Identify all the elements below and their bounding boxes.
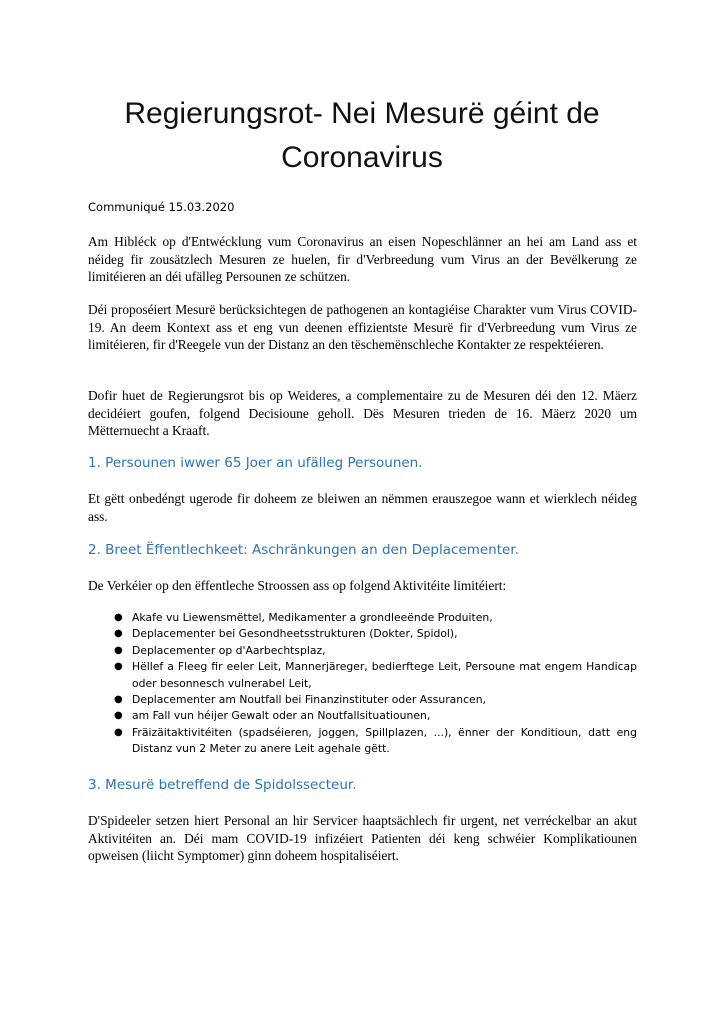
activity-bullet-list xyxy=(114,610,637,758)
bullet-icon: ● xyxy=(114,694,123,706)
list-item-text: am Fall vun héijer Gewalt oder an Noutfallsituatiounen, xyxy=(132,709,431,723)
bullet-icon: ● xyxy=(114,661,123,673)
bullet-icon: ● xyxy=(114,726,123,738)
list-item xyxy=(114,659,637,692)
list-item xyxy=(114,626,637,642)
section-heading-hospital: 3. Mesurë betreffend de Spidolssecteur. xyxy=(88,777,357,793)
paragraph-decision: Dofir huet de Regierungsrot bis op Weideres, a complementaire zu de Mesuren déi den 12. Mäerz decidéiert goufen, folgend Decisioune geholl. Dës Mesuren trieden de 16. Mäerz 2020 um Mëtternuecht a Kraaft. xyxy=(88,388,637,439)
list-item xyxy=(114,692,637,708)
list-item-text: Deplacementer bei Gesondheetsstrukturen (Dokter, Spidol), xyxy=(132,627,458,641)
paragraph-intro: Am Hibléck op d'Entwécklung vum Coronavirus an eisen Nopeschlänner an hei am Land ass et néideg fir zousätzlech Mesuren ze huelen, fir d'Verbreedung vum Virus an der Bevëlkerung ze limitéieren an déi ufälleg Persounen ze schützen. xyxy=(88,234,637,285)
list-item xyxy=(114,643,637,659)
communique-date: Communiqué 15.03.2020 xyxy=(88,200,235,214)
paragraph-traffic: De Verkéier op den ëffentleche Stroossen ass op folgend Aktivitéite limitéiert: xyxy=(88,578,507,593)
paragraph-hospital: D'Spideeler setzen hiert Personal an hir Servicer haaptsächlech fir urgent, net verréckelbar an akut Aktivitéiten an. Déi mam COVID-19 infizéiert Patienten déi keng schwéier Komplikatiounen opweisen (liicht Symptomer) ginn doheem hospitaliséiert. xyxy=(88,813,637,864)
bullet-icon: ● xyxy=(114,710,123,722)
list-item-text: Deplacementer am Noutfall bei Finanzinstituter oder Assurancen, xyxy=(132,693,486,707)
bullet-icon: ● xyxy=(114,628,123,640)
list-item-text: Fräizäitaktivitéiten (spadséieren, joggen, Spillplazen, ...), ënner der Konditioun, datt eng Distanz vun 2 Meter zu anere Leit agehale gëtt. xyxy=(132,725,637,756)
paragraph-measures: Déi proposéiert Mesurë berücksichtegen de pathogenen an kontagiéise Charakter vum Virus COVID-19. An deem Kontext ass et eng vun deenen effizientste Mesurë fir d'Verbreedung vum Virus ze limitéieren, fir d'Reegele vun der Distanz an den tëschemënschleche Kontakter ze respektéieren. xyxy=(88,302,637,353)
list-item-text: Akafe vu Liewensmëttel, Medikamenter a grondleeënde Produiten, xyxy=(132,611,493,624)
bullet-icon: ● xyxy=(114,644,123,656)
section-heading-public: 2. Breet Ëffentlechkeet: Aschränkungen an den Deplacementer. xyxy=(88,542,519,558)
paragraph-elderly: Et gëtt onbedéngt ugerode fir doheem ze bleiwen an nëmmen erauszegoe wann et wierklech néideg ass. xyxy=(88,491,637,524)
list-item xyxy=(114,610,637,626)
page-title-line1: Regierungsrot- Nei Mesurë géint de xyxy=(124,97,600,130)
bullet-icon: ● xyxy=(114,612,123,623)
list-item-text: Hëllef a Fleeg fir eeler Leit, Mannerjäreger, bedierftege Leit, Persoune mat engem Handicap oder besonnesch vulnerabel Leit, xyxy=(132,660,637,690)
list-item-text: Deplacementer op d'Aarbechtsplaz, xyxy=(132,643,326,657)
list-item xyxy=(114,725,637,758)
list-item xyxy=(114,708,637,724)
page-title-line2: Coronavirus xyxy=(281,141,443,174)
section-heading-elderly: 1. Persounen iwwer 65 Joer an ufälleg Persounen. xyxy=(88,455,423,471)
